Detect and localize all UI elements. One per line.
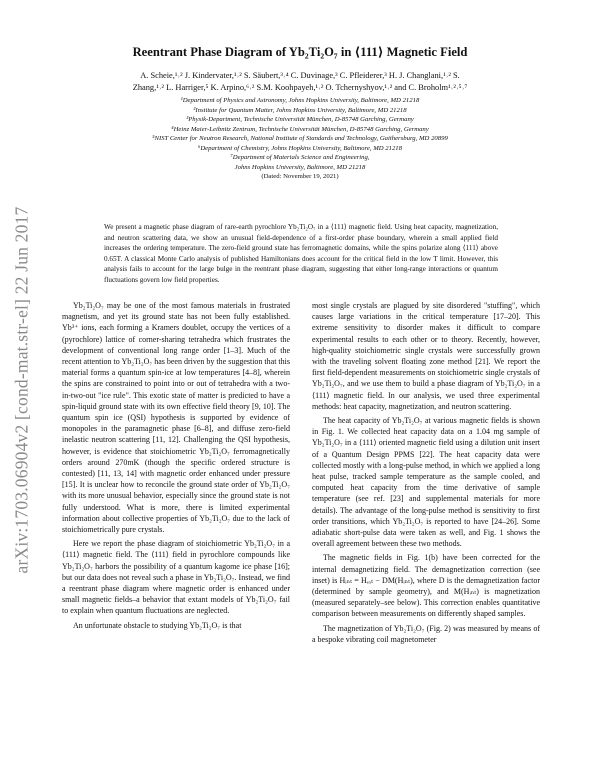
body-column-right [312, 300, 540, 645]
paragraph: Yb₂Ti₂O₇ may be one of the most famous materials in frustrated magnetism, and yet its ground state has not been fully established. Yb³⁺ ions, each forming a Kramers doublet, occupy the vertices of a (pyrochlore) lattice of corner-sharing tetrahedra which frustrates the development of conventional long range order [1–3]. Much of the recent attention to Yb₂Ti₂O₇ has been driven by the suggestion that this material forms a quantum spin-ice at low temperatures [4–8], wherein the spins are constrained to point into or out of tetrahedra with a two-in-two-out "ice rule". This exotic state of matter is predicted to have a spin-liquid ground state with its own effective field theory [9, 10]. The quantum spin ice (QSI) hypothesis is supported by evidence of monopoles in the paramagnetic phase [6–8], and diffuse zero-field inelastic neutron scattering [11, 12]. Challenging the QSI hypothesis, however, is evidence that stoichiometric Yb₂Ti₂O₇ ferromagnetically orders around 270mK (though the specific ordered structure is contested) [11, 13, 14] with magnetic order enhanced under pressure [15]. It is unclear how to reconcile the ground state order of Yb₂Ti₂O₇ with its more unusual behavior, especially since the ground state is not fully understood. What is more, there is limited experimental information about collective properties of Yb₂Ti₂O₇ due to the lack of stoichiometrically pure crystals. [62, 301, 290, 535]
paper-title: Reentrant Phase Diagram of Yb₂Ti₂O₇ in ⟨111⟩ Magnetic Field [132, 45, 468, 59]
author-line: Zhang,¹˒² L. Harriger,⁵ K. Arpino,⁶˒² S.M. Koohpayeh,¹˒² O. Tchernyshyov,¹˒² and C. Broholm¹˒²˒⁵˒⁷ [132, 83, 468, 93]
affiliation-line: ³Physik-Department, Technische Universität München, D-85748 Garching, Germany [186, 116, 414, 123]
affiliation-line: ⁴Heinz Maier-Leibnitz Zentrum, Technische Universität München, D-85748 Garching, Germany [171, 125, 429, 133]
paragraph: most single crystals are plagued by site disordered "stuffing", which causes large variations in the critical temperature [17–20]. This extreme sensitivity to disorder makes it difficult to compare experimental results to each other or to theory. Recently, however, high-quality stoichiometric single crystals were successfully grown with the traveling solvent floating zone method [21]. We report the first field-dependent measurements on stoichiometric single crystals of Yb₂Ti₂O₇, and we use them to build a phase diagram of Yb₂Ti₂O₇ in a ⟨111⟩ magnetic field. In our analysis, we used three experimental methods: heat capacity, magnetization, and neutron scattering. [312, 301, 540, 411]
affiliation-line: ²Institute for Quantum Matter, Johns Hopkins University, Baltimore, MD 21218 [193, 106, 407, 114]
author-list [62, 70, 538, 95]
affiliation-list [70, 96, 530, 182]
arxiv-identifier-text: arXiv:1703.06904v2 [cond-mat.str-el] 22 Jun 2017 [11, 206, 32, 574]
paragraph: Here we report the phase diagram of stoichiometric Yb₂Ti₂O₇ in a ⟨111⟩ magnetic field. The ⟨111⟩ field in pyrochlore compounds like Yb₂Ti₂O₇ harbors the possibility of a quantum kagome ice phase [16]; but our data does not reveal such a phase in Yb₂Ti₂O₇. Instead, we find a reentrant phase diagram where magnetic order is enhanced under small magnetic fields–a behavior that extant models of Yb₂Ti₂O₇ fail to explain when quantum fluctuations are neglected. [62, 539, 290, 616]
paragraph: The heat capacity of Yb₂Ti₂O₇ at various magnetic fields is shown in Fig. 1. We collected heat capacity data on a 1.04 mg sample of Yb₂Ti₂O₇ in a ⟨111⟩ oriented magnetic field using a dilution unit insert of a Quantum Design PPMS [22]. The heat capacity data were collected mostly with a long-pulse method, in which we applied a long heat pulse, tracked sample temperature as the sample cooled, and computed heat capacity from the time derivative of sample temperature (see ref. [23] and supplemental materials for more details). The advantage of the long-pulse method is sensitivity to first order transitions, which Yb₂Ti₂O₇ is reported to have [24–26]. Some adiabatic short-pulse data were taken as well, and Fig. 1 shows the overall agreement between these two methods. [312, 416, 540, 549]
affiliation-line: ¹Department of Physics and Astronomy, Johns Hopkins University, Baltimore, MD 21218 [180, 97, 420, 104]
affiliation-line: ⁵NIST Center for Neutron Research, National Institute of Standards and Technology, Gaithersburg, MD 20899 [152, 135, 448, 142]
affiliation-line: ⁷Department of Materials Science and Engineering, [230, 154, 370, 161]
author-line: A. Scheie,¹˒² J. Kindervater,¹˒² S. Säubert,³˒⁴ C. Duvinage,³ C. Pfleiderer,³ H. J. Changlani,¹˒² S. [140, 71, 460, 80]
abstract: We present a magnetic phase diagram of rare-earth pyrochlore Yb₂Ti₂O₇ in a ⟨111⟩ magnetic field. Using heat capacity, magnetization, and neutron scattering data, we show an unusual field-dependence of a first-order phase boundary, wherein a small applied field increases the ordering temperature. The zero-field ground state has ferromagnetic domains, while the spins polarize along ⟨111⟩ above 0.65T. A classical Monte Carlo analysis of published Hamiltonians does account for the critical field in the low T limit. However, this analysis fails to account for the large bulge in the reentrant phase diagram, suggesting that either long-range interactions or quantum fluctuations govern low field properties. [104, 223, 498, 284]
body-column-left [62, 300, 290, 631]
arxiv-identifier-stamp [4, 180, 40, 600]
paragraph: An unfortunate obstacle to studying Yb₂Ti₂O₇ is that [73, 620, 242, 630]
dated-line: (Dated: November 19, 2021) [261, 173, 339, 180]
paragraph: The magnetization of Yb₂Ti₂O₇ (Fig. 2) was measured by means of a bespoke vibrating coil magnetometer [312, 623, 540, 644]
paragraph: The magnetic fields in Fig. 1(b) have been corrected for the internal demagnetizing field. The demagnetization correction (see inset) is Hᵢₙₜ = Hₑₓₜ − DM(Hᵢₙₜ), where D is the demagnetization factor (determined by sample geometry), and M(Hᵢₙₜ) is magnetization (measured separately–see below). This correction enables quantitative comparison between measurements on differently shaped samples. [312, 553, 540, 619]
affiliation-line: Johns Hopkins University, Baltimore, MD 21218 [234, 163, 366, 171]
affiliation-line: ⁶Department of Chemistry, Johns Hopkins University, Baltimore, MD 21218 [198, 144, 402, 152]
